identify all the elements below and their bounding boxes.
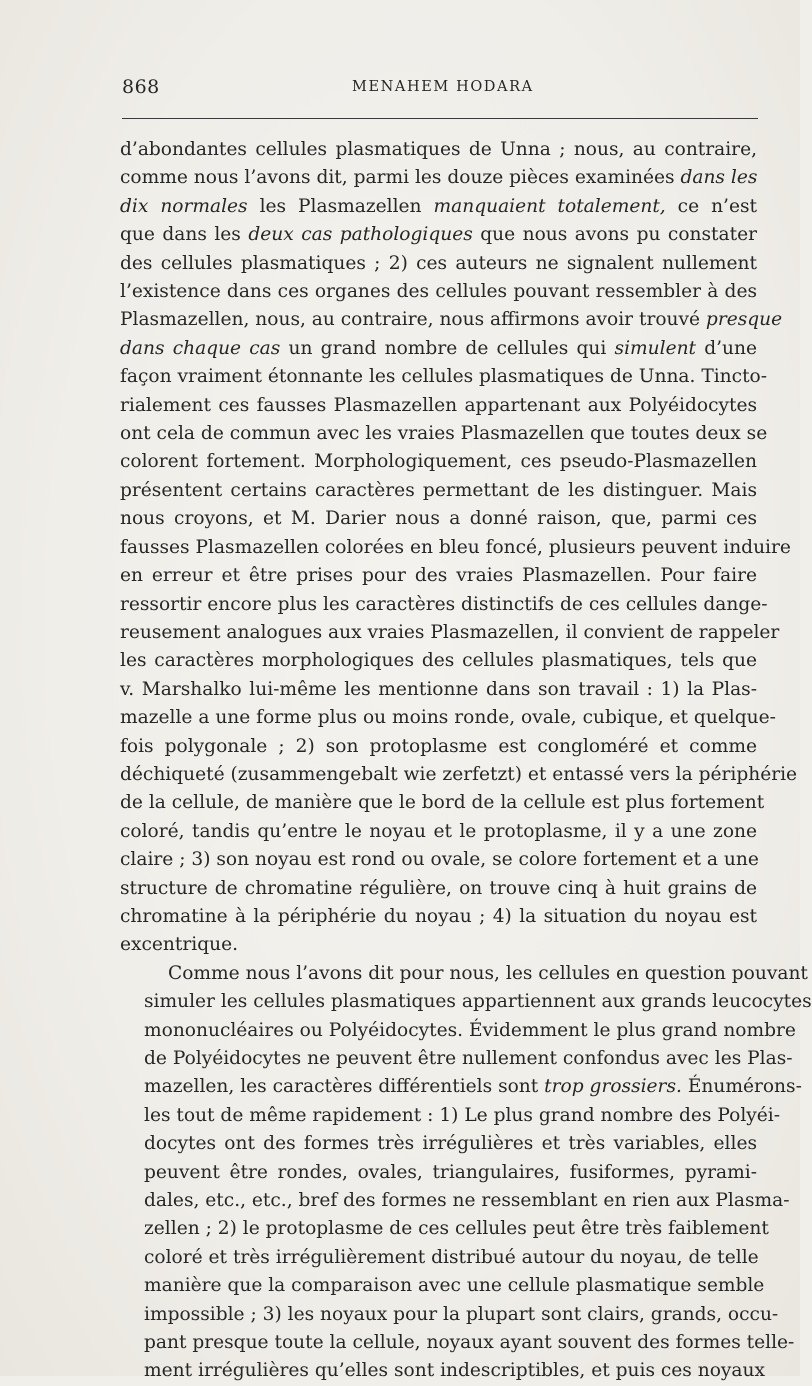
text-line (120, 1130, 757, 1158)
text-segment: Comme nous l’avons dit pour nous, les cellules en question pouvant (168, 962, 808, 984)
text-segment: colorent fortement. Morphologiquement, ces pseudo-Plasmazellen (120, 451, 757, 473)
text-segment: mazelle a une forme plus ou moins ronde, ovale, cubique, et quelque- (120, 707, 776, 729)
text-segment: de Polyéidocytes ne peuvent être nullement confondus avec les Plas- (144, 1048, 793, 1069)
text-line (120, 789, 765, 817)
text-segment: rialement ces fausses Plasmazellen appartenant aux Polyéidocytes (120, 394, 757, 416)
text-line (120, 477, 757, 505)
text-line (120, 392, 757, 420)
text-segment: nous croyons, et M. Darier nous a donné raison, que, parmi ces (120, 508, 757, 530)
text-segment: ont cela de commun avec les vraies Plasmazellen que toutes deux se (120, 423, 768, 445)
text-segment: impossible ; 3) les noyaux pour la plupart sont clairs, grands, occu- (144, 1303, 779, 1325)
text-segment: ce n’est (665, 195, 757, 217)
text-segment: fois polygonale ; 2) son protoplasme est congloméré et comme (120, 735, 757, 757)
text-line (120, 875, 757, 903)
text-line (120, 846, 757, 874)
text-segment: comme nous l’avons dit, parmi les douze pièces examinées (120, 167, 681, 189)
text-segment: chromatine à la périphérie du noyau ; 4) la situation du noyau est (120, 905, 757, 927)
italic-segment: presque (705, 309, 783, 331)
italic-segment: dans les (680, 167, 758, 189)
text-segment: de la cellule, de manière que le bord de la cellule est plus fortement (120, 792, 765, 814)
text-segment: d’abondantes cellules plasmatiques de Unna ; nous, au contraire, (120, 139, 757, 160)
text-line (120, 1045, 793, 1073)
text-segment: excentrique. (120, 934, 238, 956)
text-segment: ressortir encore plus les caractères distinctifs de ces cellules dange- (120, 593, 768, 615)
text-segment: des cellules plasmatiques ; 2) ces auteurs ne signalent nullement (120, 252, 757, 274)
text-segment: mononucléaires ou Polyéidocytes. Évidemment le plus grand nombre (144, 1019, 796, 1041)
italic-segment: trop grossiers. (544, 1076, 682, 1098)
text-segment: fausses Plasmazellen colorées en bleu foncé, plusieurs peuvent induire (120, 536, 791, 558)
text-segment: claire ; 3) son noyau est rond ou ovale, se colore fortement et a une (120, 849, 759, 871)
text-line (120, 278, 757, 306)
text-segment: que nous avons pu constater (472, 224, 757, 246)
text-line (120, 306, 783, 334)
text-segment: façon vraiment étonnante les cellules plasmatiques de Unna. Tincto- (120, 366, 768, 388)
text-segment: l’existence dans ces organes des cellules pouvant ressembler à des (120, 281, 757, 303)
text-segment: zellen ; 2) le protoplasme de ces cellules peut être très faiblement (144, 1218, 769, 1240)
italic-segment: dans chaque cas (120, 337, 281, 359)
text-line (120, 136, 757, 164)
text-line (120, 1102, 781, 1130)
text-segment: manière que la comparaison avec une cellule plasmatique semble (144, 1275, 765, 1297)
text-segment: mazellen, les caractères différentiels sont (144, 1076, 545, 1098)
text-segment: reusement analogues aux vraies Plasmazellen, il convient de rappeler (120, 621, 780, 643)
text-line (120, 647, 757, 675)
text-line (120, 1159, 757, 1187)
text-line (120, 676, 757, 704)
header-rule (122, 118, 758, 119)
text-segment: simuler les cellules plasmatiques appartiennent aux grands leucocytes (144, 991, 812, 1013)
text-line (120, 1329, 795, 1357)
text-line (120, 562, 757, 590)
page-number: 868 (122, 76, 160, 98)
text-segment: v. Marshalko lui-même les mentionne dans son travail : 1) la Plas- (120, 678, 757, 700)
text-segment: présentent certains caractères permettant de les distinguer. Mais (120, 479, 757, 501)
text-line (120, 903, 757, 931)
text-segment: coloré, tandis qu’entre le noyau et le protoplasme, il y a une zone (120, 820, 757, 842)
text-segment: que dans les (120, 224, 249, 246)
text-line (120, 1017, 796, 1045)
italic-segment: simulent (614, 337, 697, 359)
text-segment: en erreur et être prises pour des vraies Plasmazellen. Pour faire (120, 565, 757, 587)
italic-segment: deux cas pathologiques (248, 224, 473, 246)
text-line (120, 931, 757, 959)
text-segment: un grand nombre de cellules qui (280, 337, 615, 359)
text-line (120, 534, 791, 562)
text-line (120, 1357, 765, 1385)
text-line (120, 960, 808, 988)
text-line (120, 1244, 757, 1272)
text-segment: ment irrégulières qu’elles sont indescriptibles, et puis ces noyaux (144, 1360, 765, 1382)
page-header (122, 76, 758, 106)
text-line (120, 420, 768, 448)
text-segment: Plasmazellen, nous, au contraire, nous affirmons avoir trouvé (120, 309, 706, 331)
text-line (120, 761, 798, 789)
text-segment: d’une (696, 337, 757, 359)
text-segment: Énumérons- (681, 1076, 802, 1098)
text-segment: pant presque toute la cellule, noyaux ayant souvent des formes telle- (144, 1332, 795, 1354)
text-line (120, 164, 757, 192)
text-line (120, 704, 776, 732)
text-line (120, 335, 757, 363)
text-line (120, 619, 780, 647)
text-segment: structure de chromatine régulière, on trouve cinq à huit grains de (120, 877, 757, 899)
text-segment: les caractères morphologiques des cellules plasmatiques, tels que (120, 650, 757, 672)
text-line (120, 448, 757, 476)
text-line (120, 733, 757, 761)
text-line (120, 1272, 765, 1300)
text-line (120, 505, 757, 533)
text-line (120, 988, 812, 1016)
text-line (120, 363, 768, 391)
text-segment: peuvent être rondes, ovales, triangulaires, fusiformes, pyrami- (144, 1161, 757, 1183)
text-segment: déchiqueté (zusammengebalt wie zerfetzt) et entassé vers la périphérie (120, 763, 798, 785)
paragraph-1 (120, 136, 798, 960)
running-head: MENAHEM HODARA (352, 79, 534, 95)
text-line (120, 1073, 802, 1101)
paragraph-2 (120, 960, 812, 1386)
text-line (120, 250, 757, 278)
text-line (120, 1215, 769, 1243)
text-line (120, 591, 768, 619)
text-segment: les tout de même rapidement : 1) Le plus grand nombre des Polyéi- (144, 1104, 781, 1126)
text-line (120, 818, 757, 846)
text-segment: docytes ont des formes très irrégulières et très variables, elles (144, 1133, 757, 1155)
text-segment: dales, etc., etc., bref des formes ne ressemblant en rien aux Plasma- (144, 1190, 790, 1212)
italic-segment: dix normales (120, 195, 248, 217)
text-line (120, 1301, 779, 1329)
text-line (120, 193, 757, 221)
text-segment: coloré et très irrégulièrement distribué autour du noyau, de telle (144, 1246, 759, 1268)
italic-segment: manquaient totalement, (433, 195, 666, 217)
body-text (120, 136, 812, 1386)
text-line (120, 1187, 790, 1215)
text-line (120, 221, 757, 249)
text-segment: les Plasmazellen (247, 195, 434, 217)
